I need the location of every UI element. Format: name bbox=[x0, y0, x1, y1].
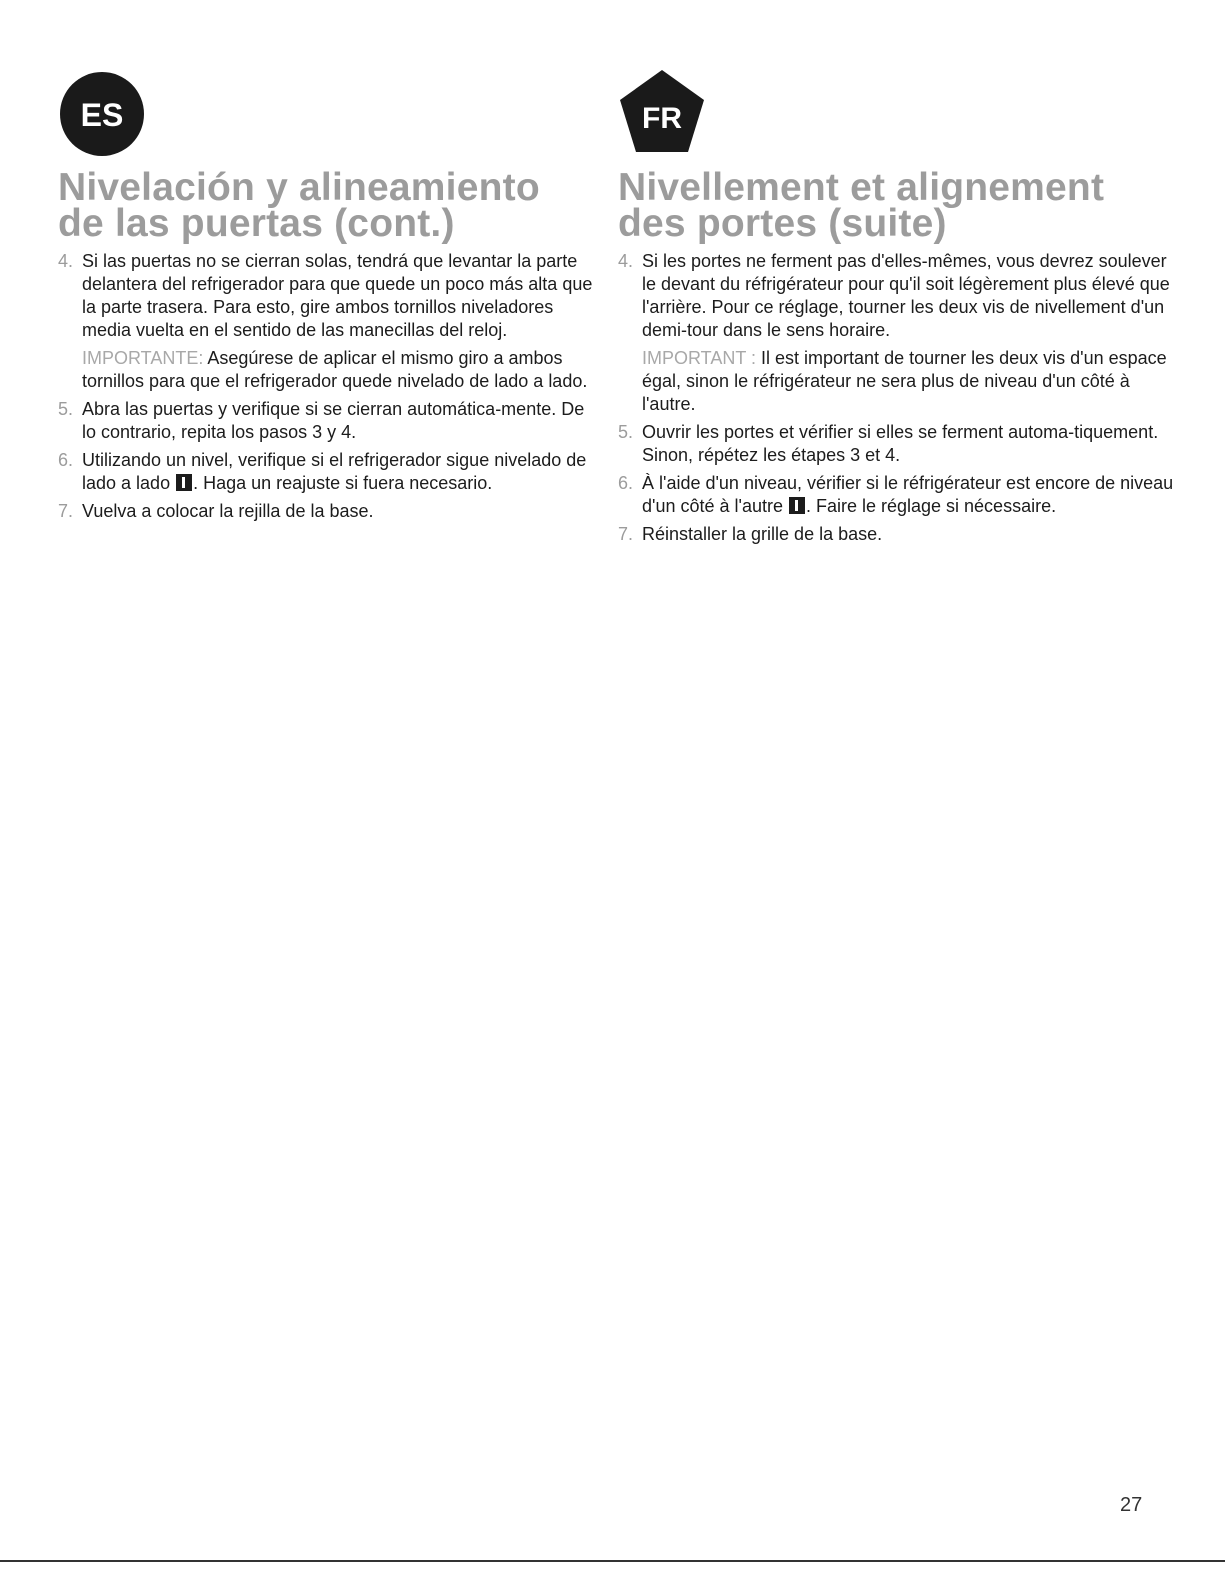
fr-important-note bbox=[642, 347, 1178, 416]
fr-step-5 bbox=[618, 421, 1178, 467]
fr-step-7-number: 7. bbox=[618, 524, 634, 544]
level-figure-icon bbox=[176, 474, 192, 491]
es-step-7 bbox=[58, 500, 598, 523]
footer-divider bbox=[0, 1560, 1225, 1562]
es-title-line-1: Nivelación y alineamiento bbox=[58, 166, 540, 209]
fr-title-line-2: des portes (suite) bbox=[618, 202, 947, 245]
fr-step-5-text: Ouvrir les portes et vérifier si elles se ferment automa-tiquement. Sinon, répétez les étapes 3 et 4. bbox=[642, 422, 1159, 465]
fr-important-text: Il est important de tourner les deux vis d'un espace égal, sinon le réfrigérateur ne sera plus de niveau d'un côté à l'autre. bbox=[642, 348, 1167, 414]
fr-step-4-text: Si les portes ne ferment pas d'elles-mêmes, vous devrez soulever le devant du réfrigérateur pour qu'il soit légèrement plus élevé que l'arrière. Pour ce réglage, tourner les deux vis de nivellement d'un demi-tour dans le sens horaire. bbox=[642, 251, 1170, 340]
es-step-6-text-after: . Haga un reajuste si fuera necesario. bbox=[193, 473, 493, 493]
es-important-note bbox=[82, 347, 598, 393]
es-title-line-2: de las puertas (cont.) bbox=[58, 202, 455, 245]
fr-important-label: IMPORTANT : bbox=[642, 348, 757, 368]
es-step-6 bbox=[58, 449, 598, 495]
es-step-5-text: Abra las puertas y verifique si se cierran automática-mente. De lo contrario, repita los pasos 3 y 4. bbox=[82, 399, 585, 442]
es-step-list bbox=[58, 250, 598, 528]
es-step-4-text: Si las puertas no se cierran solas, tendrá que levantar la parte delantera del refrigerador para que quede un poco más alta que la parte trasera. Para esto, gire ambos tornillos niveladores media vuelta en el sentido de las manecillas del reloj. bbox=[82, 251, 593, 340]
fr-step-6-number: 6. bbox=[618, 473, 634, 493]
es-step-4-number: 4. bbox=[58, 251, 74, 271]
fr-step-7-text: Réinstaller la grille de la base. bbox=[642, 524, 883, 544]
es-important-text: Asegúrese de aplicar el mismo giro a ambos tornillos para que el refrigerador quede nivelado de lado a lado. bbox=[82, 348, 588, 391]
es-step-5-number: 5. bbox=[58, 399, 74, 419]
fr-step-6-text-after: . Faire le réglage si nécessaire. bbox=[805, 496, 1057, 516]
fr-step-7 bbox=[618, 523, 1178, 546]
fr-language-badge-icon bbox=[618, 68, 706, 156]
es-step-6-number: 6. bbox=[58, 450, 74, 470]
fr-step-4-number: 4. bbox=[618, 251, 634, 271]
fr-step-6 bbox=[618, 472, 1178, 518]
fr-title-line-1: Nivellement et alignement bbox=[618, 166, 1105, 209]
es-important-label: IMPORTANTE: bbox=[82, 348, 204, 368]
es-step-4 bbox=[58, 250, 598, 393]
es-step-7-number: 7. bbox=[58, 501, 74, 521]
es-section-title bbox=[58, 166, 540, 245]
fr-badge-text: FR bbox=[642, 102, 682, 135]
es-step-7-text: Vuelva a colocar la rejilla de la base. bbox=[82, 501, 374, 521]
fr-step-4 bbox=[618, 250, 1178, 416]
fr-step-5-number: 5. bbox=[618, 422, 634, 442]
level-figure-icon bbox=[789, 497, 805, 514]
fr-step-list bbox=[618, 250, 1178, 551]
fr-step-6-text-before: À l'aide d'un niveau, vérifier si le réfrigérateur est encore de niveau d'un côté à l'autre bbox=[642, 473, 1174, 516]
es-step-5 bbox=[58, 398, 598, 444]
es-step-6-text-before: Utilizando un nivel, verifique si el refrigerador sigue nivelado de lado a lado bbox=[82, 450, 587, 493]
es-language-badge-icon bbox=[58, 70, 146, 158]
fr-section-title bbox=[618, 166, 1105, 245]
page-number: 27 bbox=[1120, 1494, 1143, 1516]
es-badge-text: ES bbox=[80, 97, 124, 133]
